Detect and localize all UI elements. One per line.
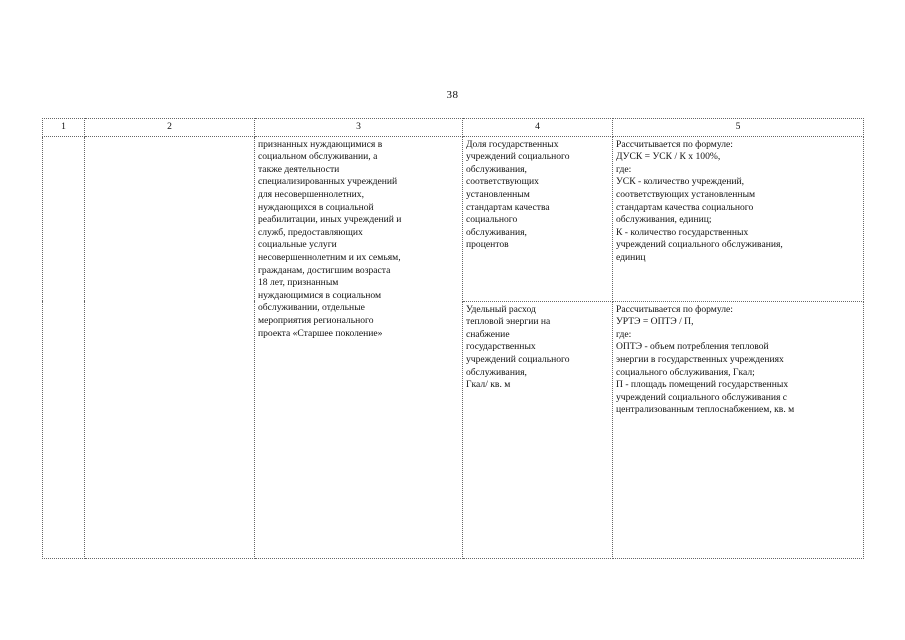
indicator-name-cell xyxy=(463,301,613,558)
indicator-name: Доля государственных учреждений социального обслуживания, соответствующих установленным стандартам качества социального обслуживания, процентов xyxy=(466,138,570,251)
indicator-name-cell xyxy=(463,136,613,301)
col3-text: признанных нуждающимися в социальном обслуживании, а также деятельности специализированных учреждений для несовершеннолетних, нуждающихся в социальной реабилитации, иных учреждений и служб, предоставляющих социальные услуги несовершеннолетним и их семьям, гражданам, достигшим возраста 18 лет, признанным нуждающимися в социальном обслуживании, отдельные мероприятия регионального проекта «Старшее поколение» xyxy=(258,138,402,339)
cell-col-1 xyxy=(43,136,85,558)
indicators-table xyxy=(42,118,864,559)
table-row xyxy=(43,136,864,301)
cell-col-2 xyxy=(85,136,255,558)
indicator-formula-cell xyxy=(613,301,864,558)
indicator-formula-cell xyxy=(613,136,864,301)
header-col-1: 1 xyxy=(43,119,85,137)
page-number: 38 xyxy=(446,89,459,101)
header-col-2: 2 xyxy=(85,119,255,137)
header-col-4: 4 xyxy=(463,119,613,137)
header-col-3: 3 xyxy=(255,119,463,137)
table-header-row xyxy=(43,119,864,137)
header-col-5: 5 xyxy=(613,119,864,137)
indicator-formula: Рассчитывается по формуле: УРТЭ = ОПТЭ / П, где: ОПТЭ - объем потребления тепловой энергии в государственных учреждениях социального обслуживания, Гкал; П - площадь помещений государственных учреждений социального обслуживания с централизованным теплоснабжением, кв. м xyxy=(616,303,795,416)
cell-col-3 xyxy=(255,136,463,558)
indicator-formula: Рассчитывается по формуле: ДУСК = УСК / К х 100%, где: УСК - количество учреждений, соответствующих установленным стандартам качества социального обслуживания, единиц; К - количество государственных учреждений социального обслуживания, единиц xyxy=(616,138,783,263)
indicator-name: Удельный расход тепловой энергии на снабжение государственных учреждений социального обслуживания, Гкал/ кв. м xyxy=(466,303,570,391)
